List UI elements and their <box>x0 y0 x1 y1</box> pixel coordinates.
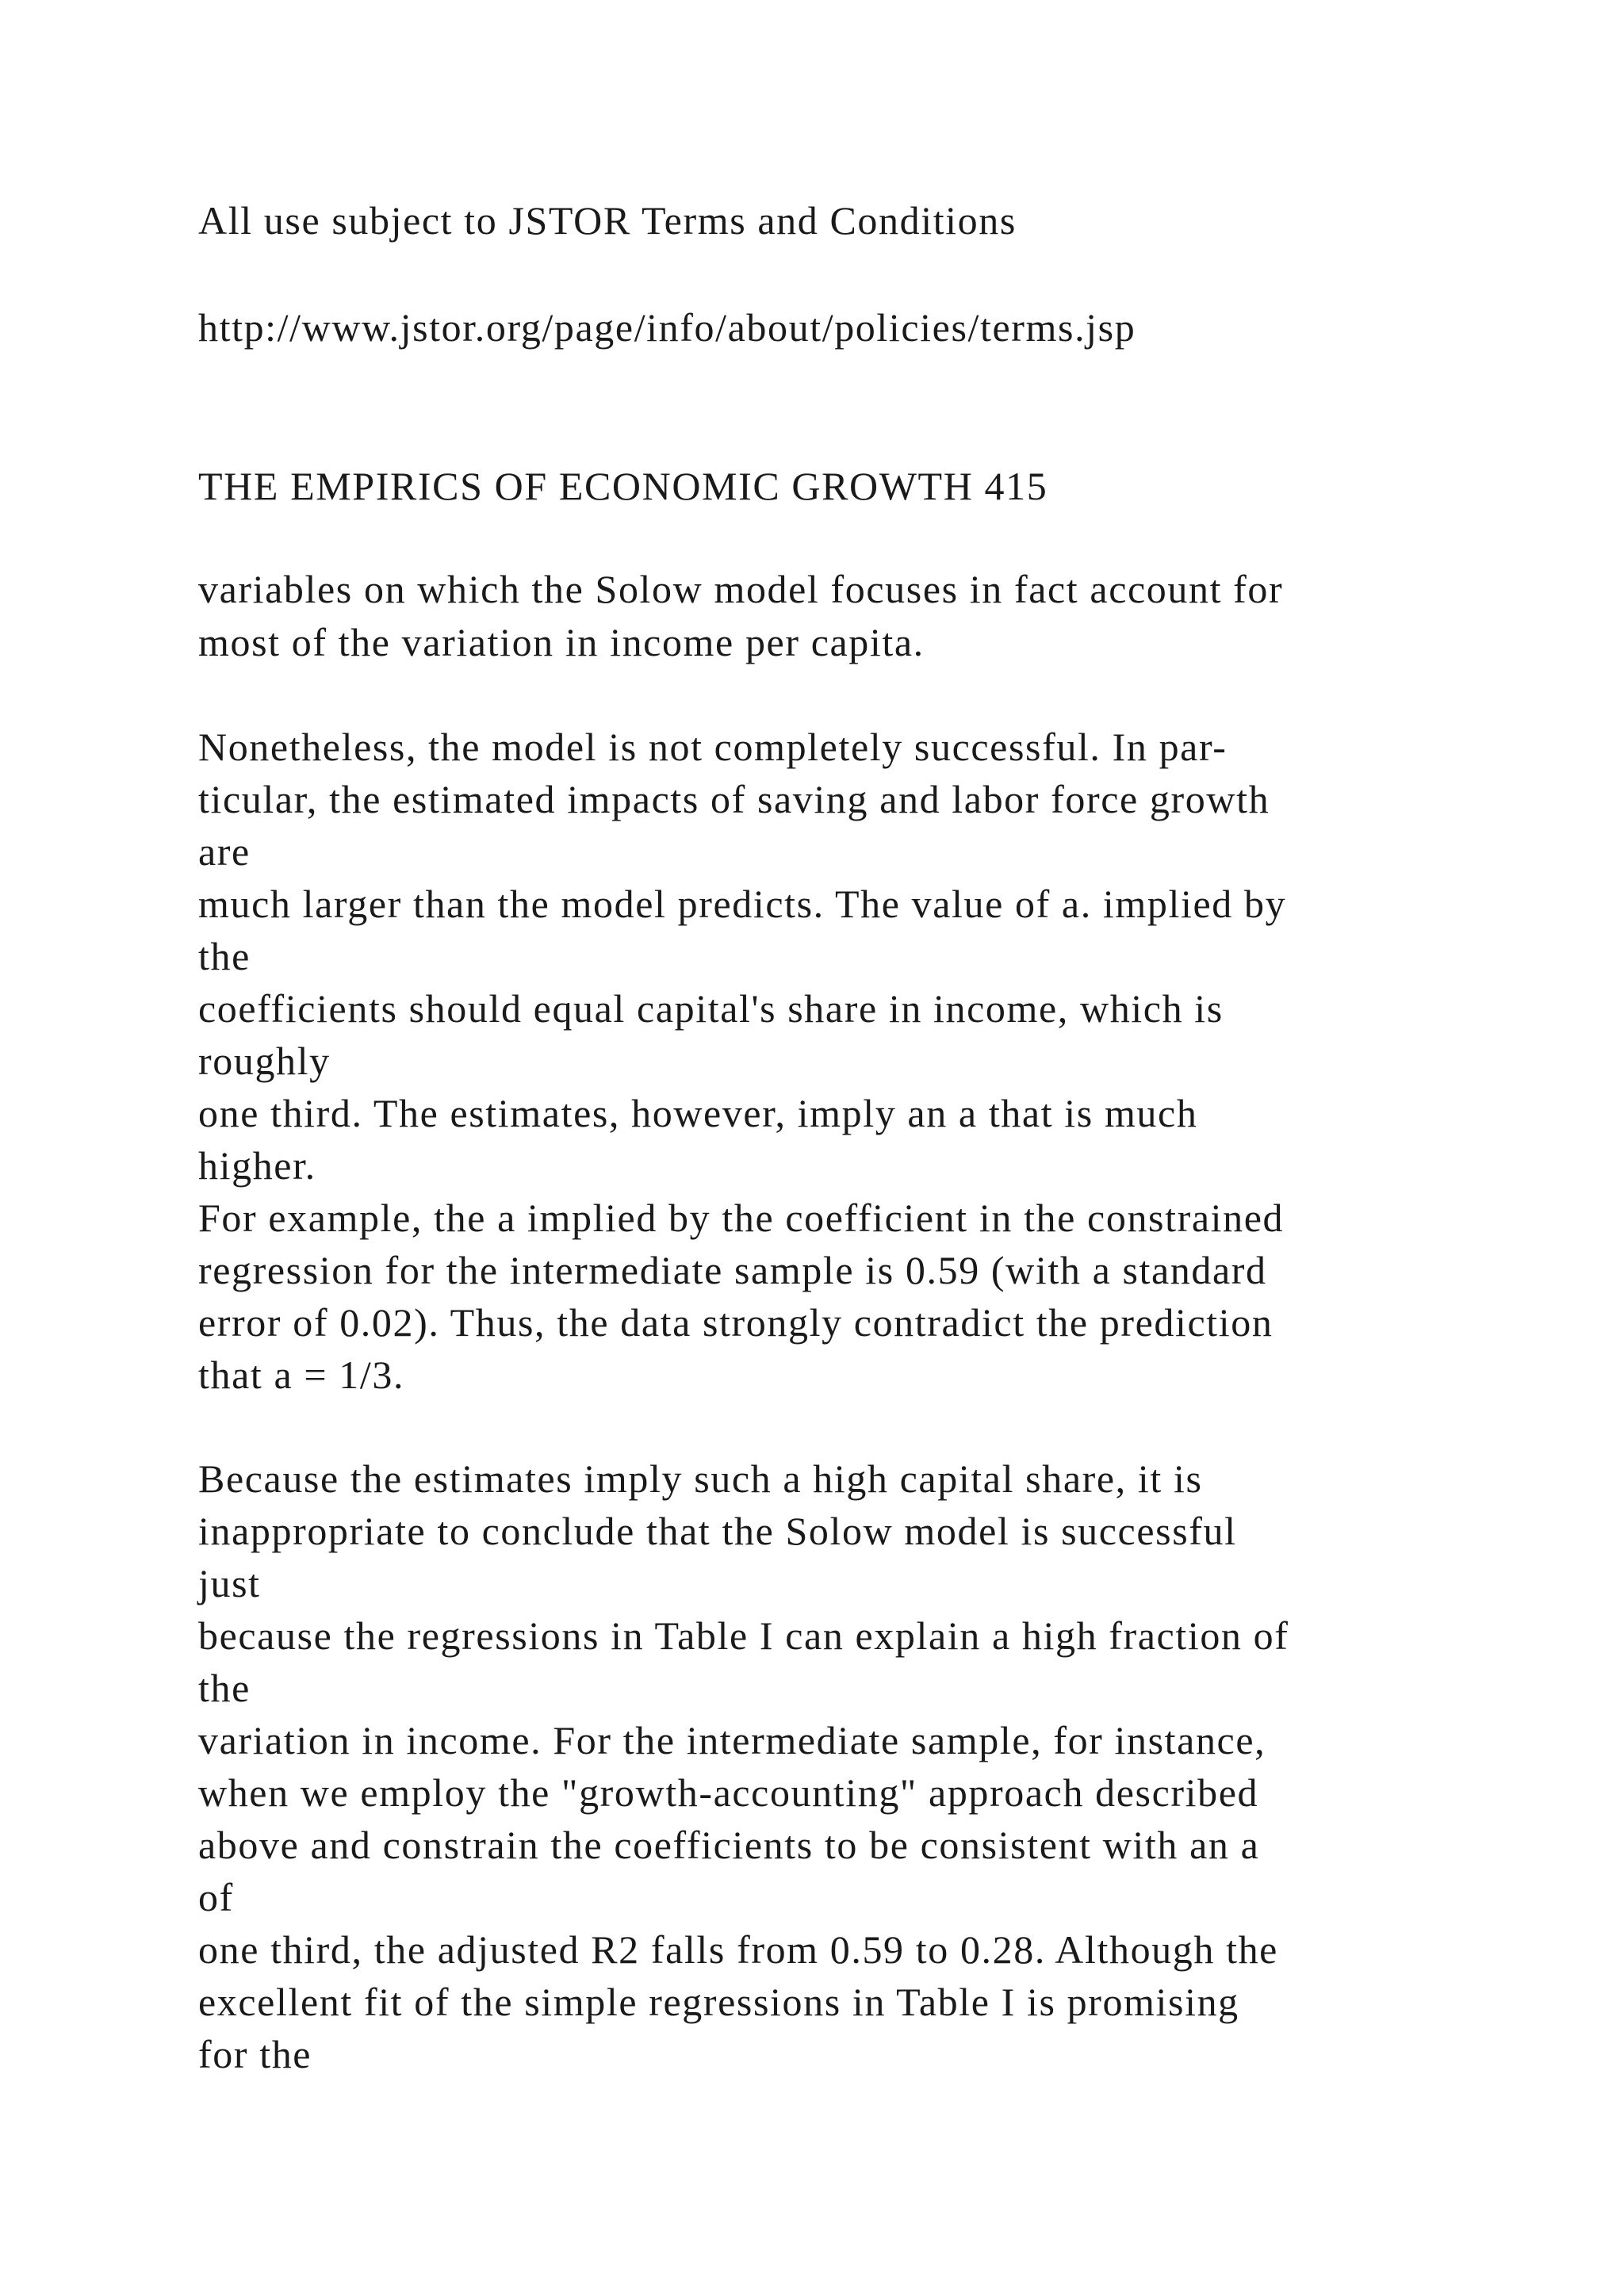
terms-url: http://www.jstor.org/page/info/about/policies/terms.jsp <box>198 305 1136 350</box>
paragraph-3-line-8: above and constrain the coefficients to be consistent with an a <box>198 1823 1260 1867</box>
paragraph-1-line-2: most of the variation in income per capita. <box>198 620 925 664</box>
paragraph-2-line-9: higher. <box>198 1143 316 1188</box>
paragraph-3-line-1: Because the estimates imply such a high capital share, it is <box>198 1456 1203 1501</box>
paragraph-3-line-3: just <box>198 1561 261 1605</box>
paragraph-3-line-7: when we employ the "growth-accounting" approach described <box>198 1770 1259 1815</box>
paragraph-2-line-2: ticular, the estimated impacts of saving and labor force growth <box>198 777 1270 821</box>
terms-notice: All use subject to JSTOR Terms and Conditions <box>198 198 1017 243</box>
paragraph-2-line-7: roughly <box>198 1039 331 1083</box>
paragraph-2-line-4: much larger than the model predicts. The value of a. implied by <box>198 882 1287 926</box>
paragraph-2-line-13: that a = 1/3. <box>198 1353 405 1397</box>
paragraph-2-line-3: are <box>198 829 251 874</box>
paragraph-3-line-10: one third, the adjusted R2 falls from 0.59 to 0.28. Although the <box>198 1927 1278 1972</box>
paragraph-2-line-12: error of 0.02). Thus, the data strongly contradict the prediction <box>198 1300 1274 1345</box>
paragraph-2-line-8: one third. The estimates, however, imply an a that is much <box>198 1091 1198 1135</box>
paragraph-2-line-5: the <box>198 934 251 978</box>
paragraph-2-line-6: coefficients should equal capital's share in income, which is <box>198 986 1224 1031</box>
paragraph-2-line-1: Nonetheless, the model is not completely successful. In par- <box>198 725 1228 769</box>
paragraph-1-line-1: variables on which the Solow model focuses in fact account for <box>198 567 1284 611</box>
paragraph-3-line-12: for the <box>198 2032 312 2076</box>
paragraph-3-line-11: excellent fit of the simple regressions in Table I is promising <box>198 1980 1239 2024</box>
paragraph-2-line-10: For example, the a implied by the coefficient in the constrained <box>198 1196 1285 1240</box>
paragraph-3-line-6: variation in income. For the intermediate sample, for instance, <box>198 1718 1266 1762</box>
paragraph-3-line-4: because the regressions in Table I can explain a high fraction of <box>198 1613 1289 1658</box>
paragraph-2-line-11: regression for the intermediate sample is 0.59 (with a standard <box>198 1248 1267 1292</box>
paragraph-3-line-2: inappropriate to conclude that the Solow model is successful <box>198 1509 1237 1553</box>
running-head: THE EMPIRICS OF ECONOMIC GROWTH 415 <box>198 464 1048 508</box>
paragraph-3-line-5: the <box>198 1666 251 1710</box>
paragraph-3-line-9: of <box>198 1875 234 1919</box>
